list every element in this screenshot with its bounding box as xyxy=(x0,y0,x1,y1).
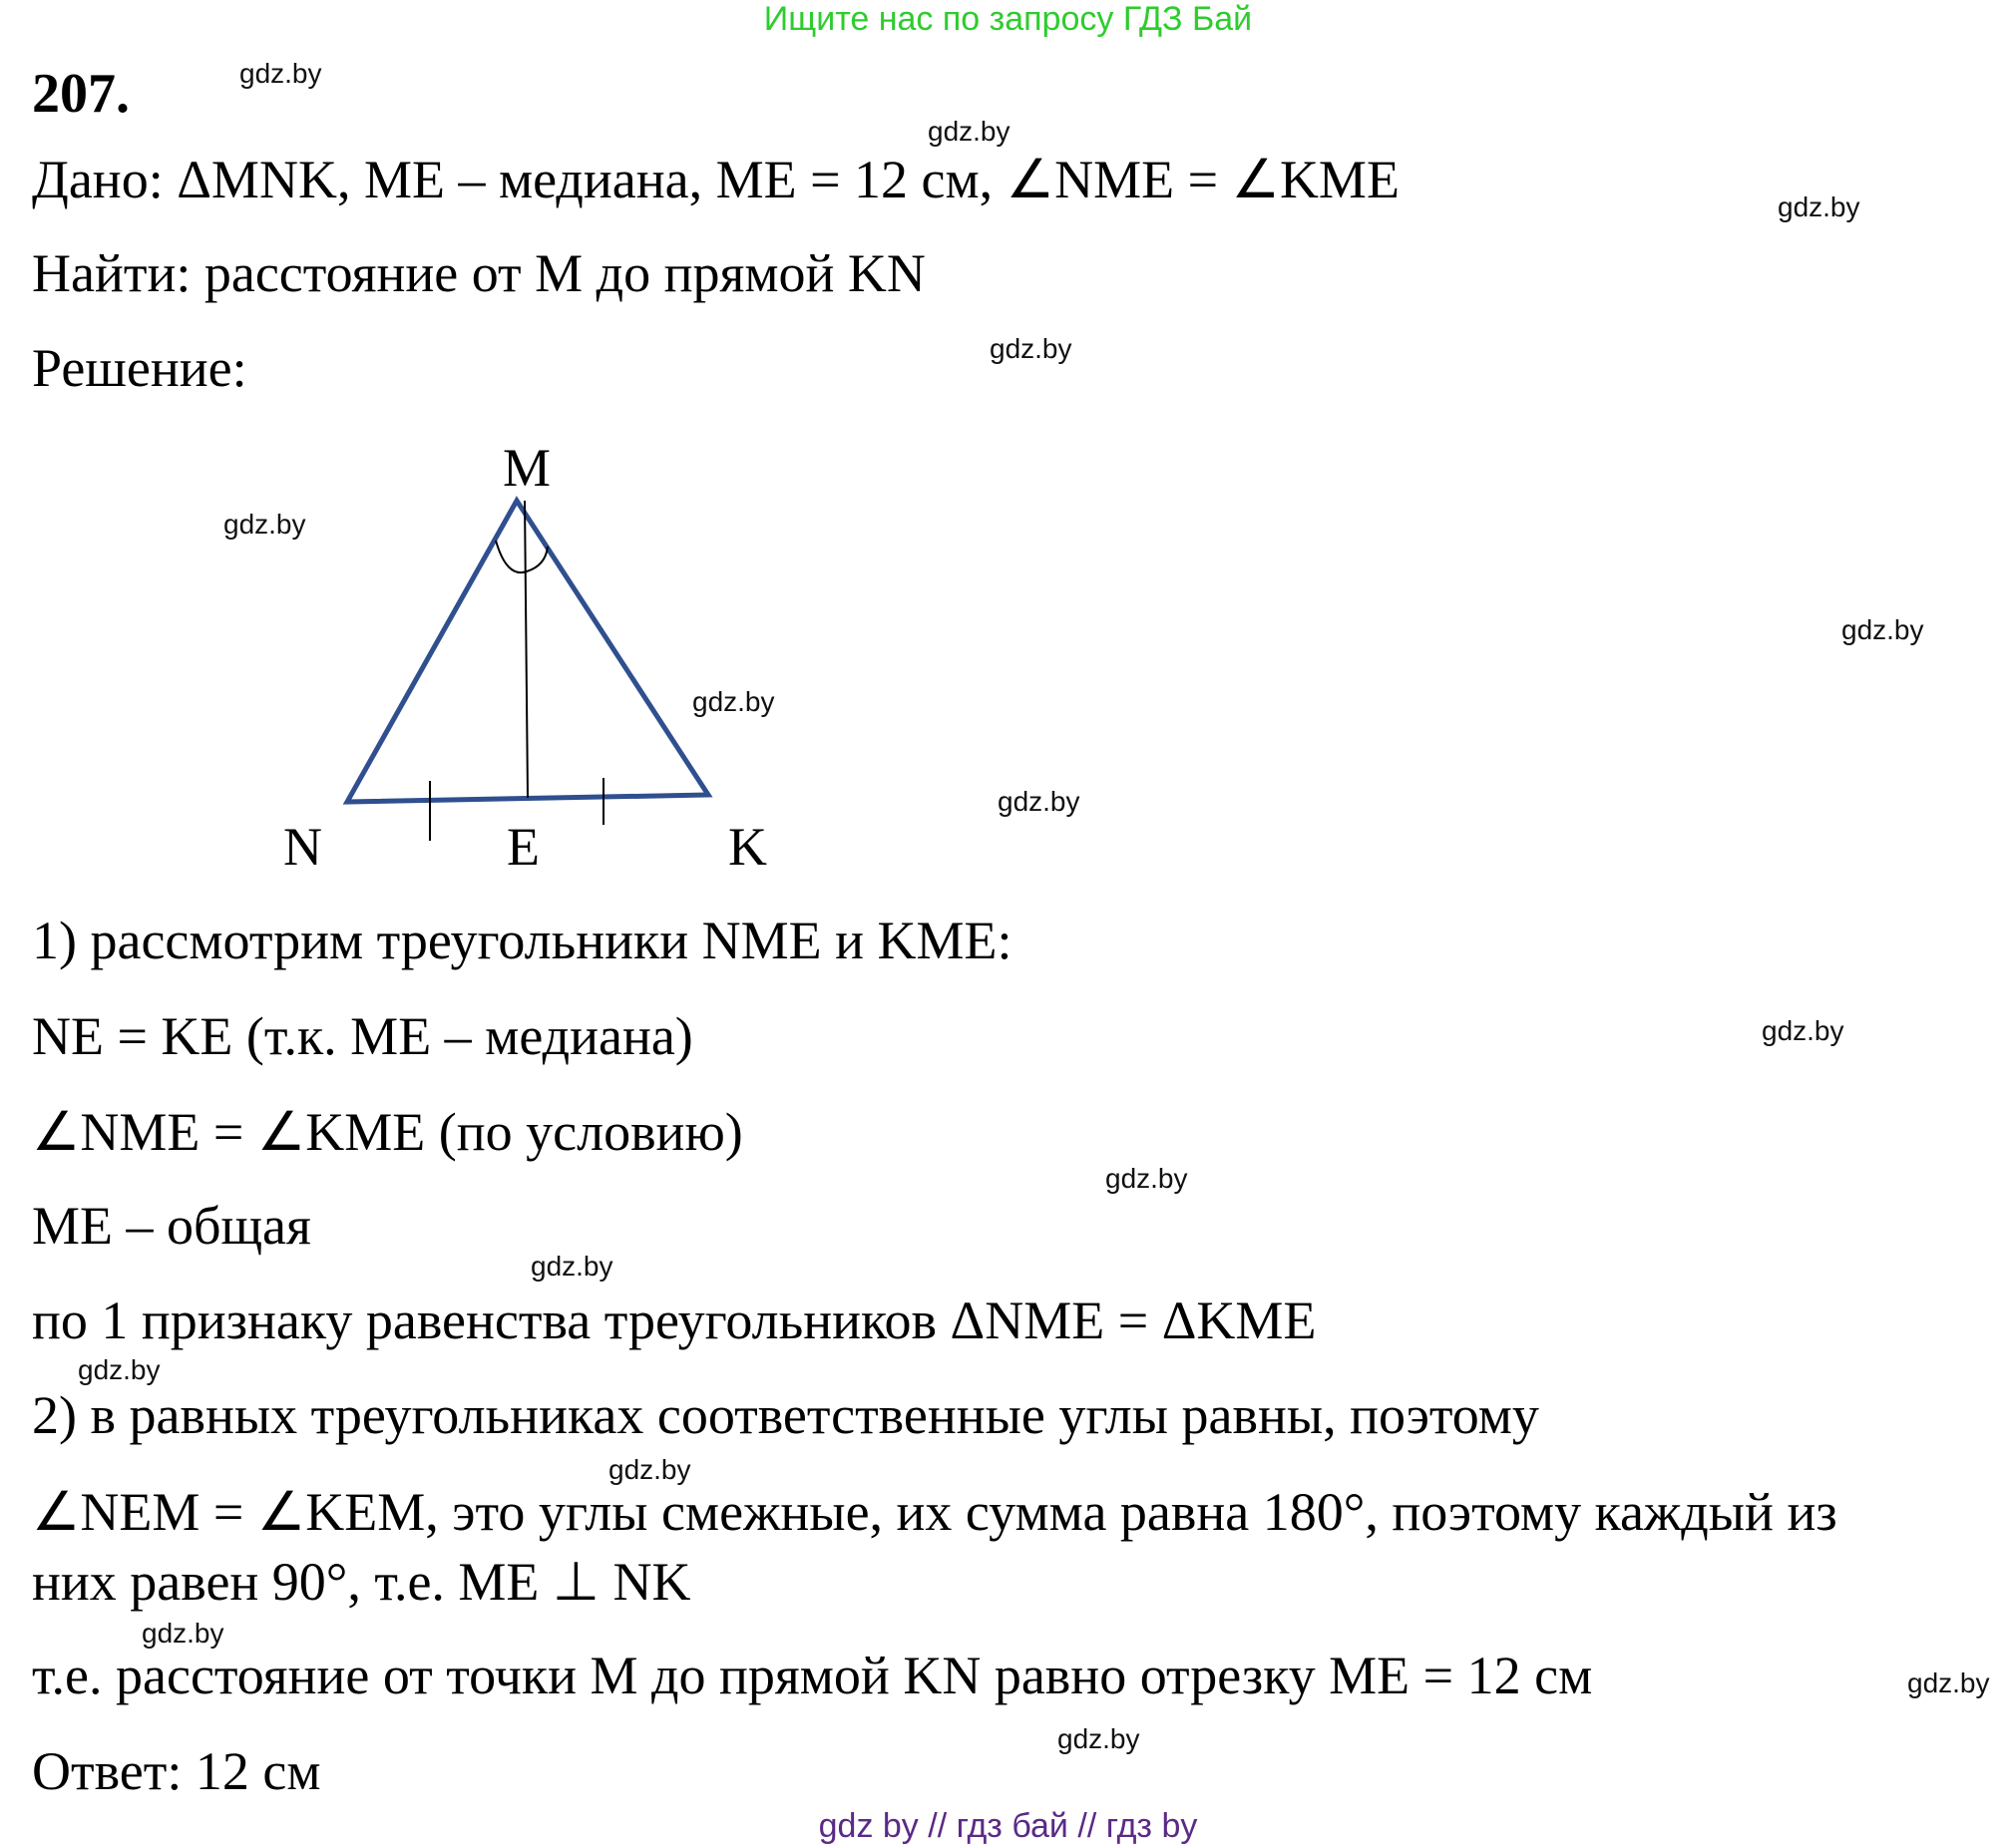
common-side: ME – общая xyxy=(32,1196,311,1256)
find-line: Найти: расстояние от M до прямой KN xyxy=(32,243,926,303)
watermark: gdz.by xyxy=(223,509,306,540)
watermark: gdz.by xyxy=(78,1354,161,1385)
watermark: gdz.by xyxy=(1105,1163,1188,1194)
watermark: gdz.by xyxy=(1778,191,1860,222)
angles-line-2: них равен 90°, т.е. ME ⊥ NK xyxy=(32,1552,691,1612)
vertex-label-n: N xyxy=(283,817,322,877)
watermark: gdz.by xyxy=(998,786,1080,817)
watermark: gdz.by xyxy=(608,1454,691,1485)
watermark: gdz.by xyxy=(239,58,322,89)
watermark: gdz.by xyxy=(1841,614,1924,645)
answer-line: Ответ: 12 см xyxy=(32,1741,321,1801)
median-me xyxy=(525,501,528,798)
watermark: gdz.by xyxy=(142,1618,224,1649)
watermark: gdz.by xyxy=(531,1251,613,1282)
conclusion-line: т.е. расстояние от точки M до прямой KN равно отрезку ME = 12 см xyxy=(32,1646,1593,1705)
vertex-label-m: M xyxy=(503,438,552,498)
step2-line: 2) в равных треугольниках соответственные углы равны, поэтому xyxy=(32,1385,1539,1445)
watermark: gdz.by xyxy=(1762,1015,1844,1046)
point-label-e: E xyxy=(507,817,540,877)
angle-arc xyxy=(496,541,548,572)
angles-line-1: ∠NEM = ∠KEM, это углы смежные, их сумма равна 180°, поэтому каждый из xyxy=(32,1482,1837,1542)
footer-links[interactable]: gdz by // гдз бай // гдз by xyxy=(818,1807,1198,1845)
equality-sides: NE = KE (т.к. ME – медиана) xyxy=(32,1006,693,1066)
problem-number: 207. xyxy=(32,63,130,125)
watermark: gdz.by xyxy=(928,116,1010,147)
watermark: gdz.by xyxy=(990,333,1072,364)
equality-angles: ∠NME = ∠KME (по условию) xyxy=(32,1102,743,1162)
watermark: gdz.by xyxy=(692,686,775,717)
congruence-line: по 1 признаку равенства треугольников ΔNME = ΔKME xyxy=(32,1291,1317,1350)
step1-line: 1) рассмотрим треугольники NME и KME: xyxy=(32,911,1012,970)
given-line: Дано: ΔMNK, ME – медиана, ME = 12 см, ∠NME = ∠KME xyxy=(32,150,1400,209)
watermark: gdz.by xyxy=(1907,1667,1990,1698)
top-banner[interactable]: Ищите нас по запросу ГДЗ Бай xyxy=(763,0,1253,38)
vertex-label-k: K xyxy=(728,817,767,877)
solution-heading: Решение: xyxy=(32,338,247,398)
watermark: gdz.by xyxy=(1057,1723,1140,1754)
